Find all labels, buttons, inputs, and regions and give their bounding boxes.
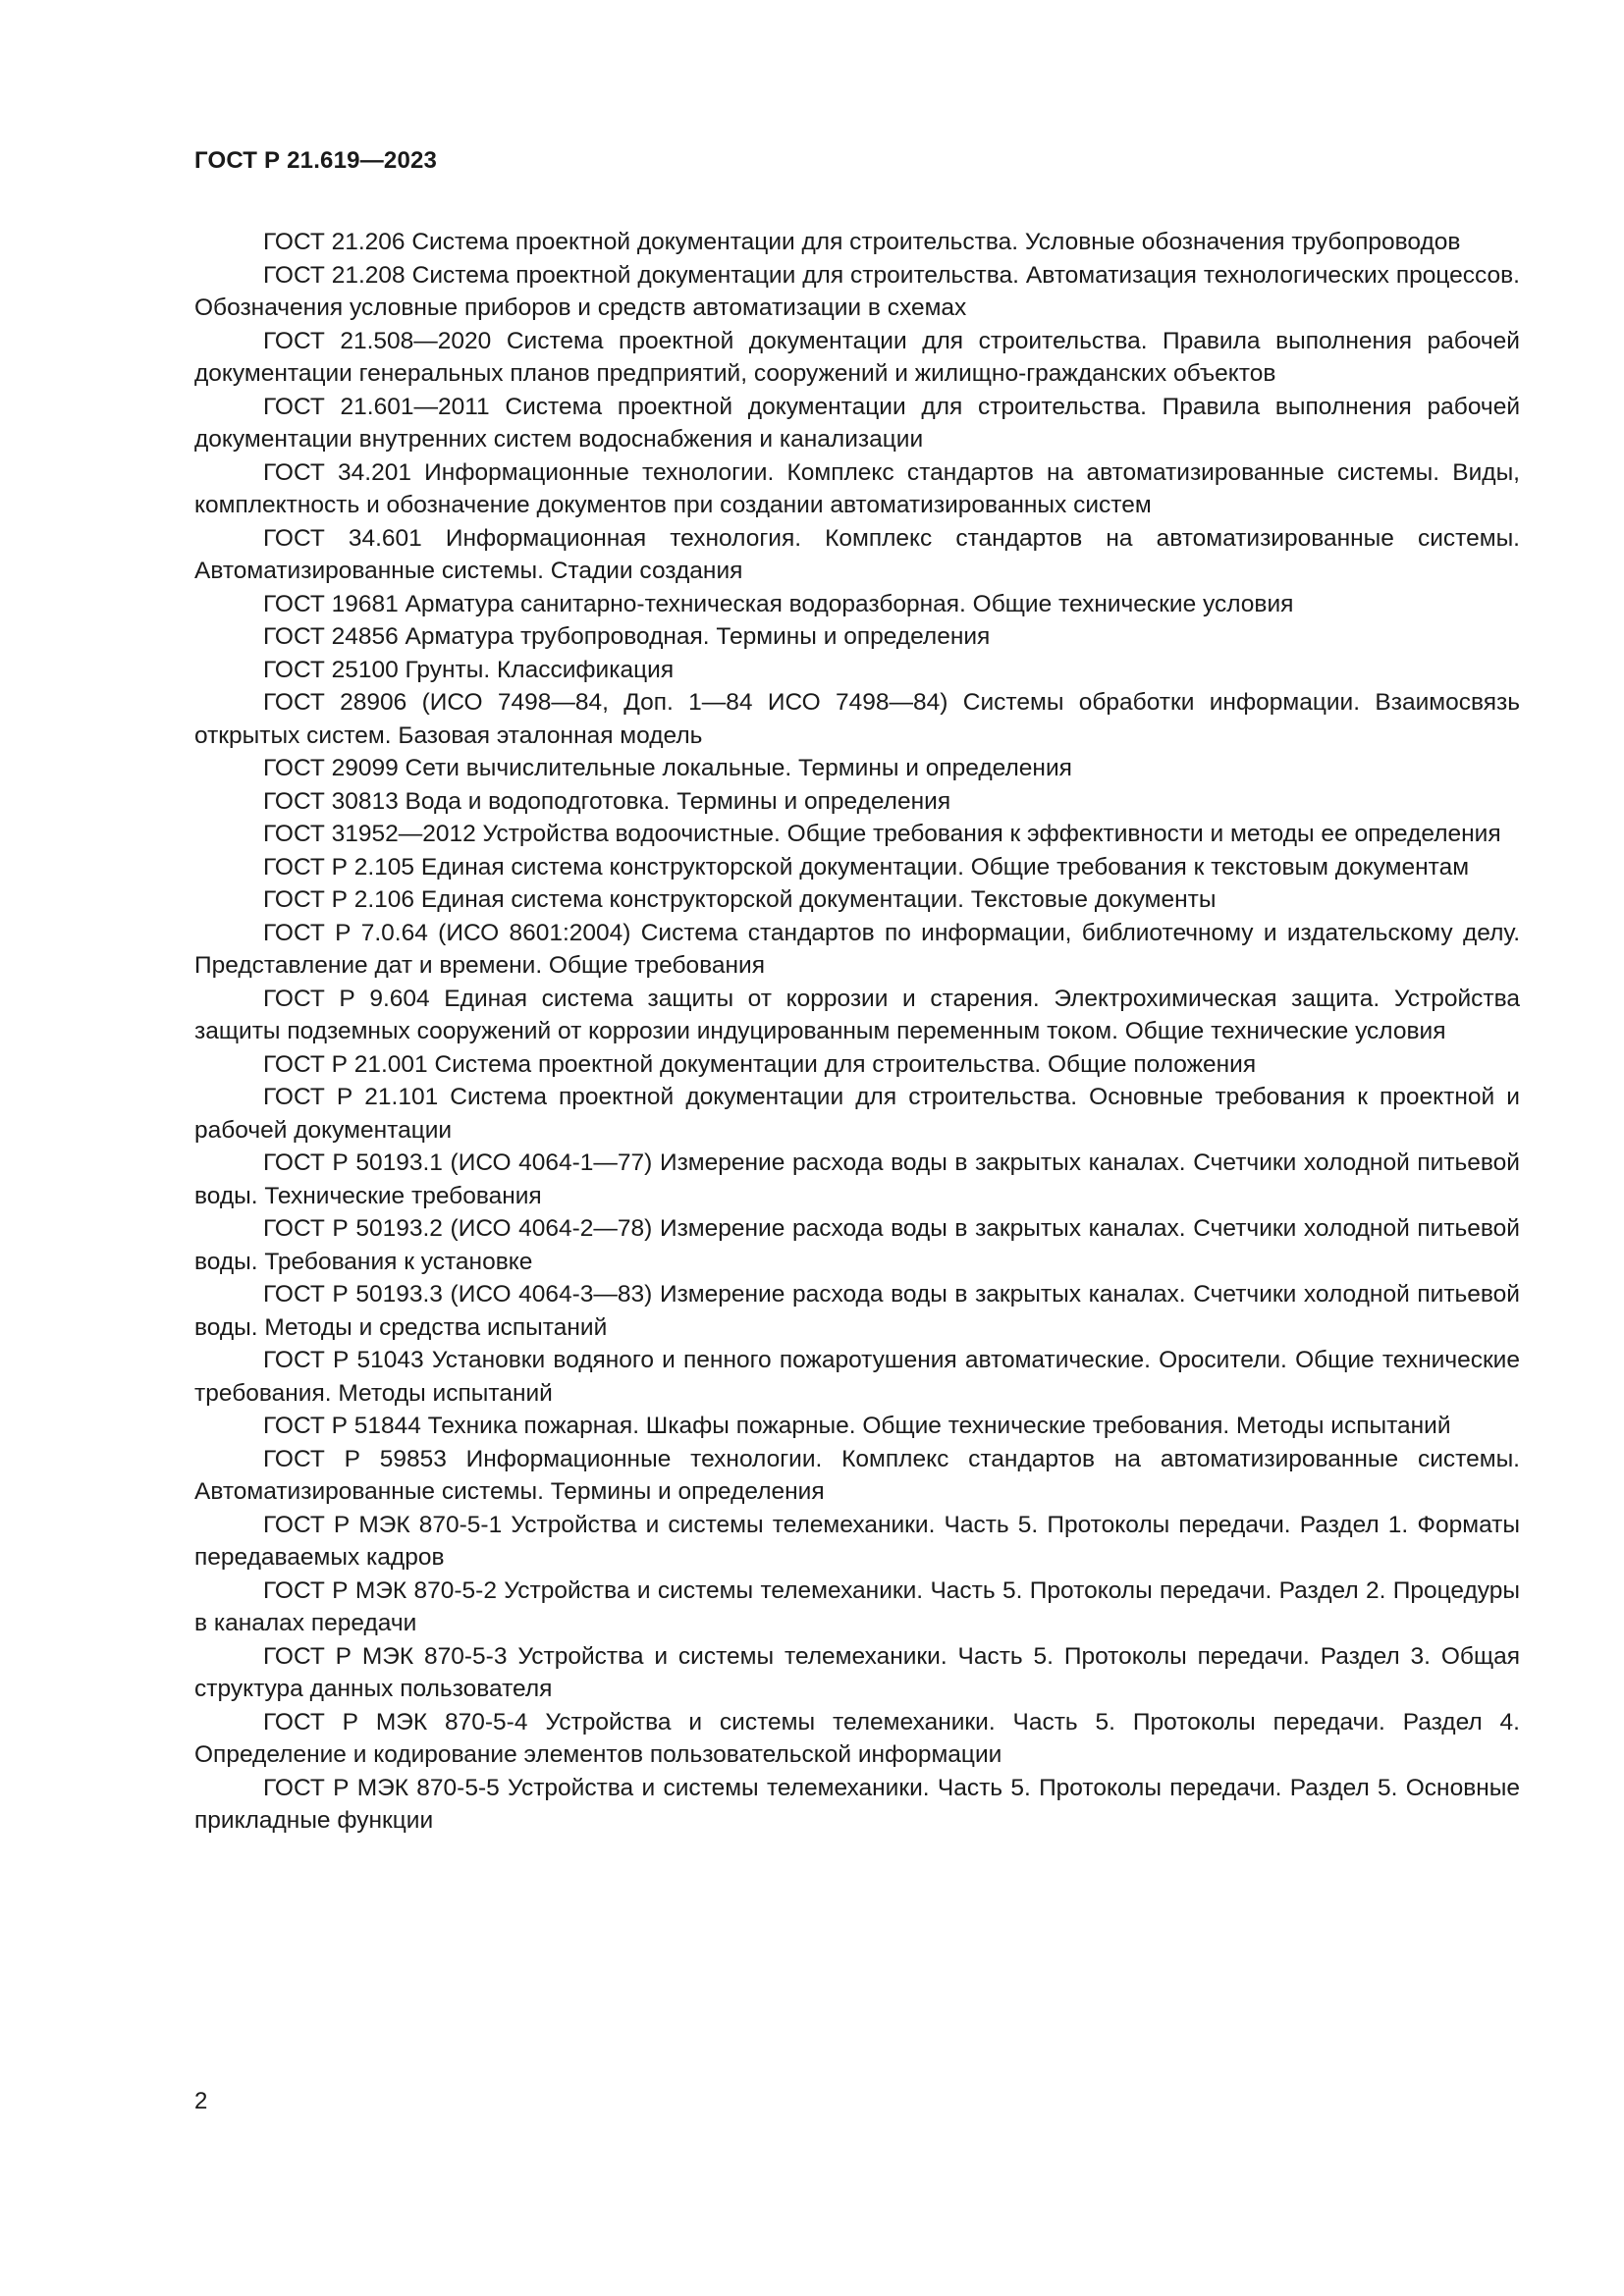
reference-entry: ГОСТ 19681 Арматура санитарно-техническая водоразборная. Общие технические условия (263, 590, 1294, 617)
reference-entry: ГОСТ Р 51844 Техника пожарная. Шкафы пожарные. Общие технические требования. Методы испытаний (263, 1413, 1451, 1439)
reference-entry: ГОСТ Р 2.105 Единая система конструкторской документации. Общие требования к текстовым документам (263, 853, 1470, 881)
reference-entry: ГОСТ 21.206 Система проектной документации для строительства. Условные обозначения трубопроводов (263, 229, 1461, 255)
reference-entry: ГОСТ Р 21.101 Система проектной документации для строительства. Основные требования к проектной и рабочей документации (194, 1084, 1520, 1144)
reference-entry: ГОСТ Р МЭК 870-5-4 Устройства и системы телемеханики. Часть 5. Протоколы передачи. Раздел 4. Определение и кодирование элементов пользовательской информации (194, 1708, 1520, 1768)
reference-entry: ГОСТ 24856 Арматура трубопроводная. Термины и определения (263, 623, 991, 650)
reference-entry: ГОСТ 25100 Грунты. Классификация (263, 656, 675, 683)
reference-entry: ГОСТ 34.601 Информационная технология. Комплекс стандартов на автоматизированные системы. Автоматизированные системы. Стадии создания (194, 524, 1520, 584)
page-header: ГОСТ Р 21.619—2023 (194, 147, 438, 174)
reference-entry: ГОСТ Р 7.0.64 (ИСО 8601:2004) Система стандартов по информации, библиотечному и издательскому делу. Представление дат и времени. Общие требования (194, 919, 1520, 979)
reference-entry: ГОСТ Р 59853 Информационные технологии. Комплекс стандартов на автоматизированные системы. Автоматизированные системы. Термины и определения (194, 1445, 1520, 1505)
reference-entry: ГОСТ 34.201 Информационные технологии. Комплекс стандартов на автоматизированные системы. Виды, комплектность и обозначение документов при создании автоматизированных систем (194, 458, 1520, 518)
reference-entry: ГОСТ Р 2.106 Единая система конструкторской документации. Текстовые документы (263, 886, 1217, 913)
reference-entry: ГОСТ Р МЭК 870-5-1 Устройства и системы телемеханики. Часть 5. Протоколы передачи. Раздел 1. Форматы передаваемых кадров (194, 1511, 1520, 1571)
reference-list (194, 226, 1520, 1838)
reference-entry: ГОСТ Р МЭК 870-5-3 Устройства и системы телемеханики. Часть 5. Протоколы передачи. Раздел 3. Общая структура данных пользователя (194, 1642, 1520, 1702)
reference-entry: ГОСТ Р 50193.1 (ИСО 4064-1—77) Измерение расхода воды в закрытых каналах. Счетчики холодной питьевой воды. Технические требования (194, 1149, 1520, 1209)
reference-entry: ГОСТ 21.208 Система проектной документации для строительства. Автоматизация технологических процессов. Обозначения условные приборов и средств автоматизации в схемах (194, 261, 1520, 321)
reference-entry: ГОСТ 29099 Сети вычислительные локальные. Термины и определения (263, 755, 1072, 781)
reference-entry: ГОСТ Р 50193.3 (ИСО 4064-3—83) Измерение расхода воды в закрытых каналах. Счетчики холодной питьевой воды. Методы и средства испытаний (194, 1281, 1520, 1341)
reference-entry: ГОСТ 30813 Вода и водоподготовка. Термины и определения (263, 787, 951, 815)
reference-entry: ГОСТ Р 9.604 Единая система защиты от коррозии и старения. Электрохимическая защита. Устройства защиты подземных сооружений от коррозии индуцированным переменным током. Общие технические условия (194, 985, 1520, 1044)
reference-entry: ГОСТ Р 50193.2 (ИСО 4064-2—78) Измерение расхода воды в закрытых каналах. Счетчики холодной питьевой воды. Требования к установке (194, 1215, 1520, 1275)
reference-entry: ГОСТ 31952—2012 Устройства водоочистные. Общие требования к эффективности и методы ее определения (263, 821, 1501, 847)
reference-entry: ГОСТ Р 51043 Установки водяного и пенного пожаротушения автоматические. Оросители. Общие технические требования. Методы испытаний (194, 1347, 1520, 1407)
reference-entry: ГОСТ 21.601—2011 Система проектной документации для строительства. Правила выполнения рабочей документации внутренних систем водоснабжения и канализации (194, 393, 1520, 453)
reference-entry: ГОСТ 21.508—2020 Система проектной документации для строительства. Правила выполнения рабочей документации генеральных планов предприятий, сооружений и жилищно-гражданских объектов (194, 327, 1520, 387)
reference-entry: ГОСТ Р МЭК 870-5-2 Устройства и системы телемеханики. Часть 5. Протоколы передачи. Раздел 2. Процедуры в каналах передачи (194, 1576, 1520, 1636)
reference-entry: ГОСТ Р МЭК 870-5-5 Устройства и системы телемеханики. Часть 5. Протоколы передачи. Раздел 5. Основные прикладные функции (194, 1774, 1520, 1834)
page-number: 2 (194, 2088, 208, 2114)
reference-entry: ГОСТ 28906 (ИСО 7498—84, Доп. 1—84 ИСО 7498—84) Системы обработки информации. Взаимосвязь открытых систем. Базовая эталонная модель (194, 689, 1520, 749)
reference-entry: ГОСТ Р 21.001 Система проектной документации для строительства. Общие положения (263, 1050, 1257, 1078)
